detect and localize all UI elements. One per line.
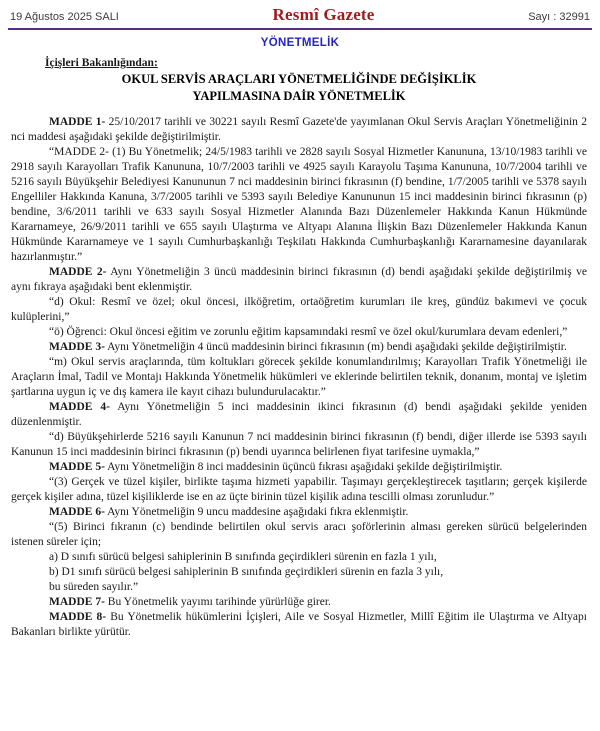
paragraph: MADDE 3- Aynı Yönetmeliğin 4 üncü maddesinin birinci fıkrasının (m) bendi aşağıdaki şekilde değiştirilmiştir. (49, 340, 567, 353)
body-paragraphs (11, 115, 587, 640)
article-number: MADDE 6- (49, 505, 105, 518)
paragraph: MADDE 7- Bu Yönetmelik yayımı tarihinde yürürlüğe girer. (49, 595, 331, 608)
paragraph: “(5) Birinci fıkranın (c) bendinde belirtilen okul servis aracı şoförlerinin alması gereken sürücü belgelerinden istenen süreler için; (11, 520, 587, 548)
regulation-title-line2: YAPILMASINA DAİR YÖNETMELİK (192, 88, 406, 103)
paragraph: “m) Okul servis araçlarında, tüm koltukları görecek şekilde konumlandırılmış; Karayolları Trafik Yönetmeliği ile Araçların İmal, Tadil ve Montajı Hakkında Yönetmelik hükümleri ve eklerinde belirtilen teknik, donanım, montaj ve işletim şartlarına uygun iç ve dış kamera ile kayıt cihazı bulundurulacaktır.” (11, 355, 587, 398)
paragraph: b) D1 sınıfı sürücü belgesi sahiplerinin B sınıfında geçirdikleri sürenin en fazla 3 yılı, (49, 565, 444, 578)
article-number: MADDE 1- (49, 115, 106, 128)
issuing-authority-text: İçişleri Bakanlığından: (45, 57, 158, 69)
document-body (0, 57, 600, 640)
paragraph: “MADDE 2- (1) Bu Yönetmelik; 24/5/1983 tarihli ve 2828 sayılı Sosyal Hizmetler Kanununa, 13/10/1983 tarihli ve 2918 sayılı Karayolları Trafik Kanununa, 10/7/2003 tarihli ve 4925 sayılı Karayolu Taşıma Kanununa, 10/7/2004 tarihli ve 5216 sayılı Büyükşehir Belediyesi Kanununun 7 nci maddesinin birinci fıkrasının (f) bendine, 1/7/2005 tarihli ve 5378 sayılı Engelliler Hakkında Kanuna, 3/7/2005 tarihli ve 5393 sayılı Belediye Kanununun 15 inci maddesinin birinci fıkrasının (p) bendine, 3/6/2011 tarihli ve 633 sayılı Sosyal Hizmetler Alanında Bazı Düzenlemeler Hakkında Kanun Hükmünde Kararnameye, 26/9/2011 tarihli ve 655 sayılı Ulaştırma ve Altyapı Alanına İlişkin Bazı Düzenlemeler Hakkında Kanun Hükmünde Kararnameye ve 1 sayılı Cumhurbaşkanlığı Teşkilatı Hakkında Cumhurbaşkanlığı Kararnamesine dayanılarak hazırlanmıştır.” (11, 145, 587, 263)
paragraph: “(3) Gerçek ve tüzel kişiler, birlikte taşıma hizmeti yapabilir. Taşımayı gerçekleştirecek taşıtların; gerçek kişilerde gerçek kişiler adına, tüzel kişiliklerde ise en az üçte birinin tüzel kişilik adına tescilli olması zorunludur.” (11, 475, 587, 503)
gazette-title: Resmî Gazete (272, 5, 375, 24)
masthead-divider (8, 28, 592, 30)
article-number: MADDE 2- (49, 265, 107, 278)
section-heading: YÖNETMELİK (260, 37, 340, 49)
paragraph: a) D sınıfı sürücü belgesi sahiplerinin B sınıfında geçirdikleri sürenin en fazla 1 yılı, (49, 550, 437, 563)
paragraph: “d) Okul: Resmî ve özel; okul öncesi, ilköğretim, ortaöğretim kurumları ile kreş, gündüz bakımevi ve çocuk kulüplerini,” (11, 295, 587, 323)
article-number: MADDE 8- (49, 610, 107, 623)
paragraph: MADDE 2- Aynı Yönetmeliğin 3 üncü maddesinin birinci fıkrasının (d) bendi aşağıdaki şekilde değiştirilmiş ve aynı fıkraya aşağıdaki bent eklenmiştir. (11, 265, 587, 293)
paragraph: MADDE 4- Aynı Yönetmeliğin 5 inci maddesinin ikinci fıkrasının (d) bendi aşağıdaki şekilde yeniden düzenlenmiştir. (11, 400, 587, 428)
paragraph: MADDE 5- Aynı Yönetmeliğin 8 inci maddesinin üçüncü fıkrası aşağıdaki şekilde değiştirilmiştir. (49, 460, 503, 473)
issuing-authority (11, 57, 587, 69)
paragraph: “d) Büyükşehirlerde 5216 sayılı Kanunun 7 nci maddesinin birinci fıkrasının (f) bendi, diğer illerde ise 5393 sayılı Kanunun 15 inci maddesinin birinci fıkrasının (p) bendi uyarınca belirlenen fiyat tarifesine uymakla,” (11, 430, 587, 458)
regulation-title (11, 71, 587, 105)
masthead (0, 0, 600, 27)
paragraph: “ö) Öğrenci: Okul öncesi eğitim ve zorunlu eğitim kapsamındaki resmî ve özel okul/kurumlara devam edenleri,” (49, 325, 568, 338)
paragraph: bu süreden sayılır.” (49, 580, 139, 593)
article-number: MADDE 4- (49, 400, 110, 413)
issue-number: Sayı : 32991 (528, 11, 590, 23)
paragraph: MADDE 8- Bu Yönetmelik hükümlerini İçişleri, Aile ve Sosyal Hizmetler, Millî Eğitim ile Ulaştırma ve Altyapı Bakanları birlikte yürütür. (11, 610, 587, 638)
regulation-title-line1: OKUL SERVİS ARAÇLARI YÖNETMELİĞİNDE DEĞİŞİKLİK (121, 72, 477, 86)
article-number: MADDE 3- (49, 340, 105, 353)
paragraph: MADDE 6- Aynı Yönetmeliğin 9 uncu maddesine aşağıdaki fıkra eklenmiştir. (49, 505, 409, 518)
publication-date: 19 Ağustos 2025 SALI (10, 11, 119, 23)
article-number: MADDE 5- (49, 460, 105, 473)
article-number: MADDE 7- (49, 595, 105, 608)
paragraph: MADDE 1- 25/10/2017 tarihli ve 30221 sayılı Resmî Gazete'de yayımlanan Okul Servis Araçları Yönetmeliğinin 2 nci maddesi aşağıdaki şekilde değiştirilmiştir. (11, 115, 587, 143)
